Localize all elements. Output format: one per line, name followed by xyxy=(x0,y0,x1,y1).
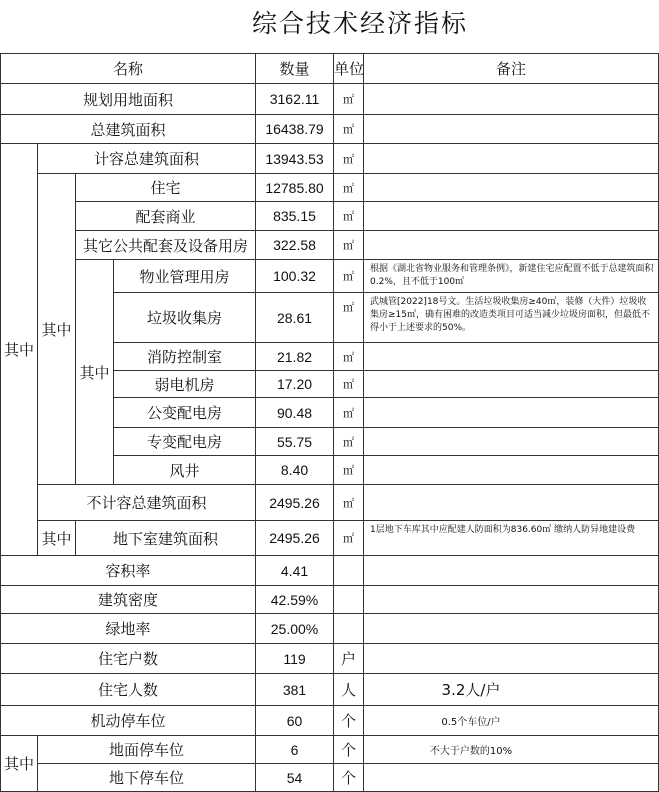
note: 1层地下车库其中应配建人防面积为836.60㎡ 缴纳人防异地建设费 xyxy=(364,521,659,556)
table-row: 地下停车位 54 个 xyxy=(1,764,659,792)
header-name: 名称 xyxy=(1,54,256,84)
table-row: 其它公共配套及设备用房 322.58 ㎡ xyxy=(1,231,659,260)
table-row: 绿地率 25.00% xyxy=(1,614,659,644)
table-row: 消防控制室 21.82 ㎡ xyxy=(1,343,659,371)
table-row: 规划用地面积 3162.11 ㎡ xyxy=(1,84,659,115)
table-row: 容积率 4.41 xyxy=(1,556,659,586)
page-title: 综合技术经济指标 xyxy=(251,9,468,38)
table-row: 其中 地下室建筑面积 2495.26 ㎡ 1层地下车库其中应配建人防面积为836.60㎡ 缴纳人防异地建设费 xyxy=(1,521,659,556)
table-row: 专变配电房 55.75 ㎡ xyxy=(1,428,659,456)
table-row: 总建筑面积 16438.79 ㎡ xyxy=(1,115,659,144)
table-row: 弱电机房 17.20 ㎡ xyxy=(1,371,659,398)
table-row: 配套商业 835.15 ㎡ xyxy=(1,202,659,231)
table-row: 其中 物业管理用房 100.32 ㎡ 根据《湖北省物业服务和管理条例》，新建住宅应配置不低于总建筑面积0.2%，且不低于100㎡ xyxy=(1,260,659,293)
header-unit: 单位 xyxy=(334,54,364,84)
header-row xyxy=(1,54,659,84)
note: 根据《湖北省物业服务和管理条例》，新建住宅应配置不低于总建筑面积0.2%，且不低于100㎡ xyxy=(364,260,659,293)
header-note: 备注 xyxy=(364,54,659,84)
table-row: 机动停车位 60 个 0.5个车位/户 xyxy=(1,706,659,736)
table-row: 其中 地面停车位 6 个 不大于户数的10% xyxy=(1,736,659,764)
header-qty: 数量 xyxy=(256,54,334,84)
table-row: 住宅人数 381 人 3.2人/户 xyxy=(1,674,659,706)
table-row: 其中 计容总建筑面积 13943.53 ㎡ xyxy=(1,144,659,174)
table-row: 不计容总建筑面积 2495.26 ㎡ xyxy=(1,485,659,521)
table-row: 公变配电房 90.48 ㎡ xyxy=(1,398,659,428)
note: 武城管[2022]18号文。生活垃圾收集房≥40㎡，装修（大件）垃圾收集房≥15㎡，确有困难的改造类项目可适当减少垃圾房面积，但最低不得小于上述要求的50%。 xyxy=(364,293,659,343)
indicator-table xyxy=(0,53,659,792)
table-row: 风井 8.40 ㎡ xyxy=(1,456,659,485)
table-row: 住宅户数 119 户 xyxy=(1,644,659,674)
table-row: 建筑密度 42.59% xyxy=(1,586,659,614)
table-row: 其中 住宅 12785.80 ㎡ xyxy=(1,174,659,202)
table-row: 垃圾收集房 28.61 ㎡ 武城管[2022]18号文。生活垃圾收集房≥40㎡，装修（大件）垃圾收集房≥15㎡，确有困难的改造类项目可适当减少垃圾房面积，但最低不得小于上述要求的50%。 xyxy=(1,293,659,343)
